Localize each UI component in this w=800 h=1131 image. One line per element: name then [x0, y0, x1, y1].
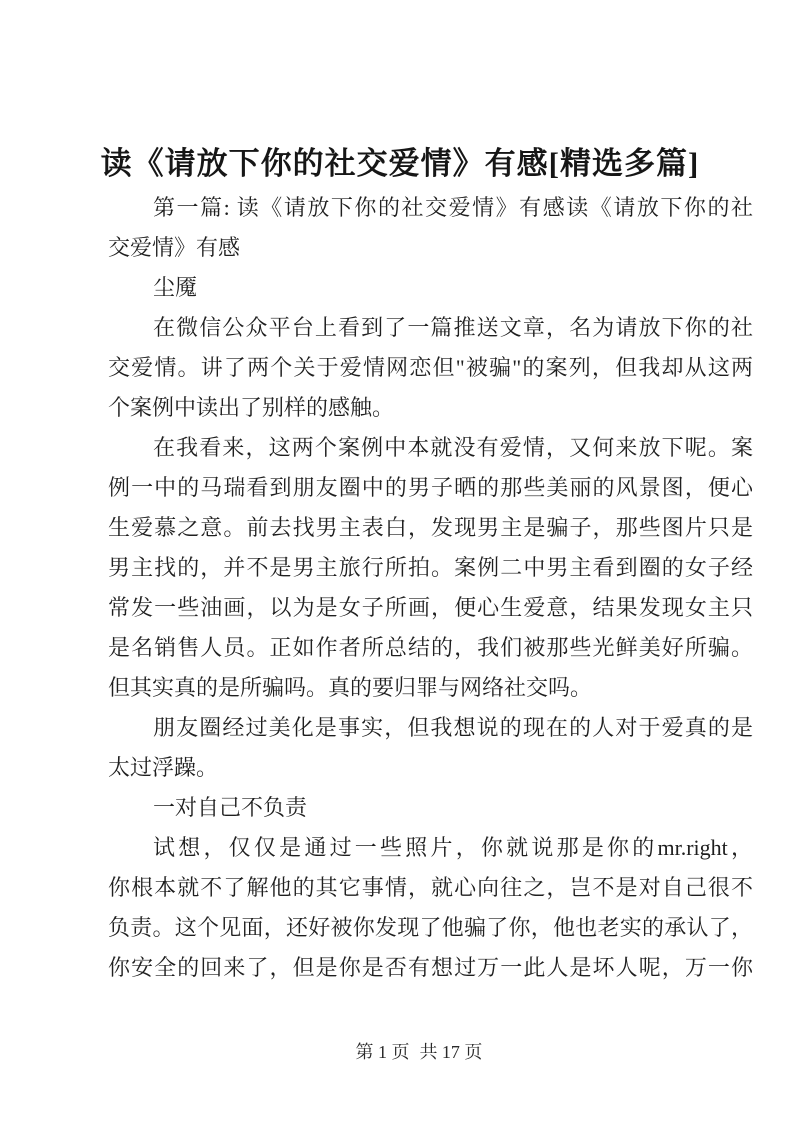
paragraph: [108, 428, 753, 708]
document-body: [108, 188, 753, 988]
text-line: 第一篇: 读《请放下你的社交爱情》有感读《请放下你的社: [153, 195, 753, 220]
text-line: 一对自己不负责: [153, 795, 308, 820]
text-line: 交爱情》有感: [108, 235, 241, 260]
paragraph: [108, 708, 753, 788]
text-line: 尘魇: [153, 275, 198, 300]
text-line: 在微信公众平台上看到了一篇推送文章，名为请放下你的社: [153, 315, 753, 340]
page-footer: [0, 1041, 800, 1063]
paragraph: [108, 308, 753, 428]
text-line: 朋友圈经过美化是事实，但我想说的现在的人对于爱真的是: [153, 715, 753, 740]
text-line: 是名销售人员。正如作者所总结的，我们被那些光鲜美好所骗。: [108, 635, 753, 660]
text-line: 你安全的回来了，但是你是否有想过万一此人是坏人呢，万一你: [108, 955, 753, 980]
paragraph: [108, 788, 753, 828]
text-line: 你根本就不了解他的其它事情，就心向往之，岂不是对自己很不: [108, 875, 753, 900]
text-line: 男主找的，并不是男主旅行所拍。案例二中男主看到圈的女子经: [108, 555, 753, 580]
text-line: 例一中的马瑞看到朋友圈中的男子晒的那些美丽的风景图，便心: [108, 475, 753, 500]
text-line: 负责。这个见面，还好被你发现了他骗了你，他也老实的承认了，: [108, 915, 753, 940]
text-line: 生爱慕之意。前去找男主表白，发现男主是骗子，那些图片只是: [108, 515, 753, 540]
page-number-label: 第 1 页: [355, 1042, 410, 1062]
text-line: 在我看来，这两个案例中本就没有爱情，又何来放下呢。案: [153, 435, 753, 460]
paragraph: [108, 828, 753, 988]
text-line: 常发一些油画，以为是女子所画，便心生爱意，结果发现女主只: [108, 595, 753, 620]
text-line: 试想，仅仅是通过一些照片，你就说那是你的mr.right，: [153, 835, 753, 860]
text-line: 但其实真的是所骗吗。真的要归罪与网络社交吗。: [108, 675, 593, 700]
text-line: 个案例中读出了别样的感触。: [108, 395, 395, 420]
document-title: 读《请放下你的社交爱情》有感[精选多篇]: [100, 146, 700, 181]
text-line: 交爱情。讲了两个关于爱情网恋但"被骗"的案列，但我却从这两: [108, 355, 753, 380]
total-pages-label: 共 17 页: [419, 1042, 483, 1062]
text-line: 太过浮躁。: [108, 755, 219, 780]
paragraph: [108, 268, 753, 308]
paragraph: [108, 188, 753, 268]
